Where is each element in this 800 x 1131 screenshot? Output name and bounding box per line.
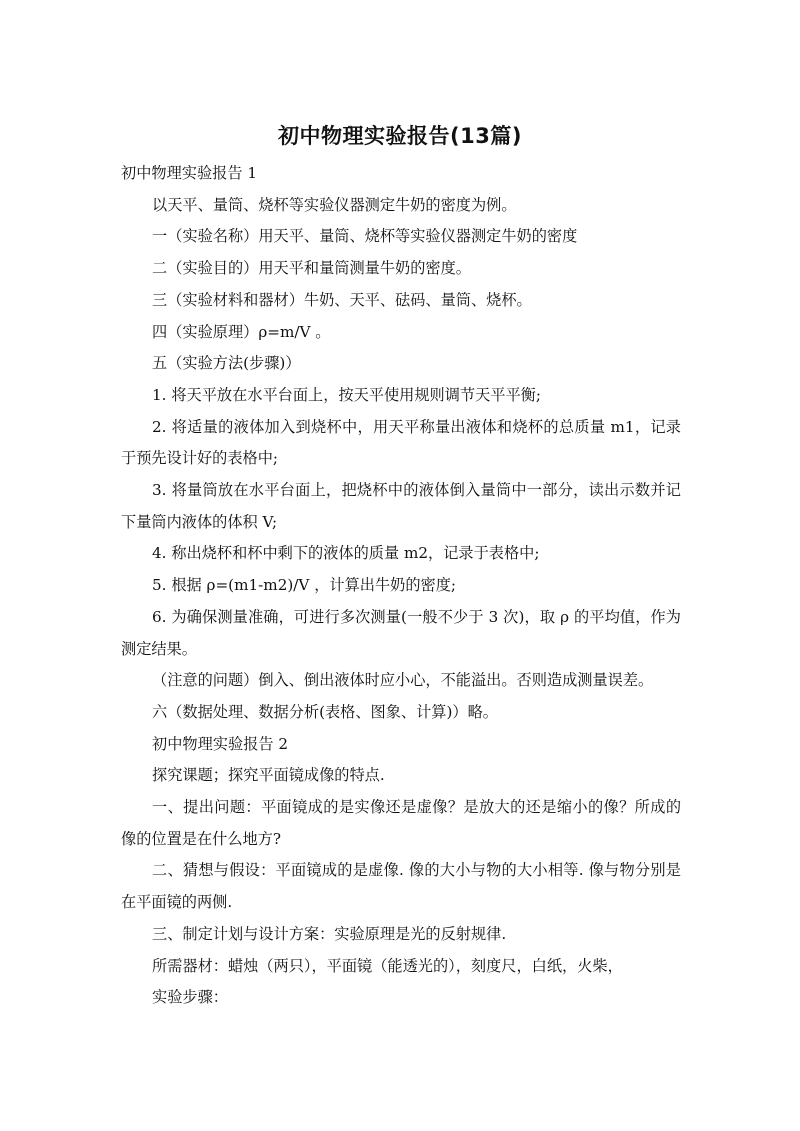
- paragraph: 三（实验材料和器材）牛奶、天平、砝码、量筒、烧杯。: [152, 290, 532, 309]
- paragraph: 六（数据处理、数据分析(表格、图象、计算)）略。: [152, 702, 498, 721]
- document-title: 初中物理实验报告(13篇): [278, 124, 522, 148]
- paragraph: 二、猜想与假设：平面镜成的是虚像. 像的大小与物的大小相等. 像与物分别是在平面镜的两侧.: [121, 861, 681, 912]
- paragraph: （注意的问题）倒入、倒出液体时应小心，不能溢出。否则造成测量误差。: [152, 671, 654, 690]
- paragraph: 一（实验名称）用天平、量筒、烧杯等实验仪器测定牛奶的密度: [152, 227, 578, 246]
- paragraph: 探究课题；探究平面镜成像的特点.: [152, 766, 385, 785]
- paragraph: 5. 根据 ρ=(m1-m2)/V ，计算出牛奶的密度;: [152, 576, 457, 595]
- paragraph: 4. 称出烧杯和杯中剩下的液体的质量 m2，记录于表格中;: [152, 544, 540, 563]
- paragraph: 实验步骤：: [152, 988, 228, 1007]
- paragraph: 四（实验原理）ρ=m/V 。: [152, 322, 331, 341]
- paragraph: 1. 将天平放在水平台面上，按天平使用规则调节天平平衡;: [152, 385, 541, 404]
- paragraph: 3. 将量筒放在水平台面上，把烧杯中的液体倒入量筒中一部分，读出示数并记下量筒内液体的体积 V;: [121, 481, 681, 531]
- paragraph: 2. 将适量的液体加入到烧杯中，用天平称量出液体和烧杯的总质量 m1，记录于预先设计好的表格中;: [121, 417, 681, 468]
- paragraph: 以天平、量筒、烧杯等实验仪器测定牛奶的密度为例。: [152, 195, 517, 214]
- paragraph: 6. 为确保测量准确，可进行多次测量(一般不少于 3 次)，取 ρ 的平均值，作为测定结果。: [121, 607, 681, 658]
- paragraph: 初中物理实验报告 1: [121, 164, 257, 182]
- paragraph: 三、制定计划与设计方案：实验原理是光的反射规律.: [152, 924, 507, 943]
- paragraph: 一、提出问题：平面镜成的是实像还是虚像？是放大的还是缩小的像？所成的像的位置是在什么地方?: [121, 798, 681, 848]
- paragraph: 初中物理实验报告 2: [152, 734, 288, 753]
- paragraph: 五（实验方法(步骤)）: [152, 354, 301, 373]
- paragraph: 所需器材：蜡烛（两只），平面镜（能透光的），刻度尺，白纸，火柴，: [152, 956, 623, 975]
- paragraph: 二（实验目的）用天平和量筒测量牛奶的密度。: [152, 259, 471, 278]
- document-body: [121, 158, 681, 1014]
